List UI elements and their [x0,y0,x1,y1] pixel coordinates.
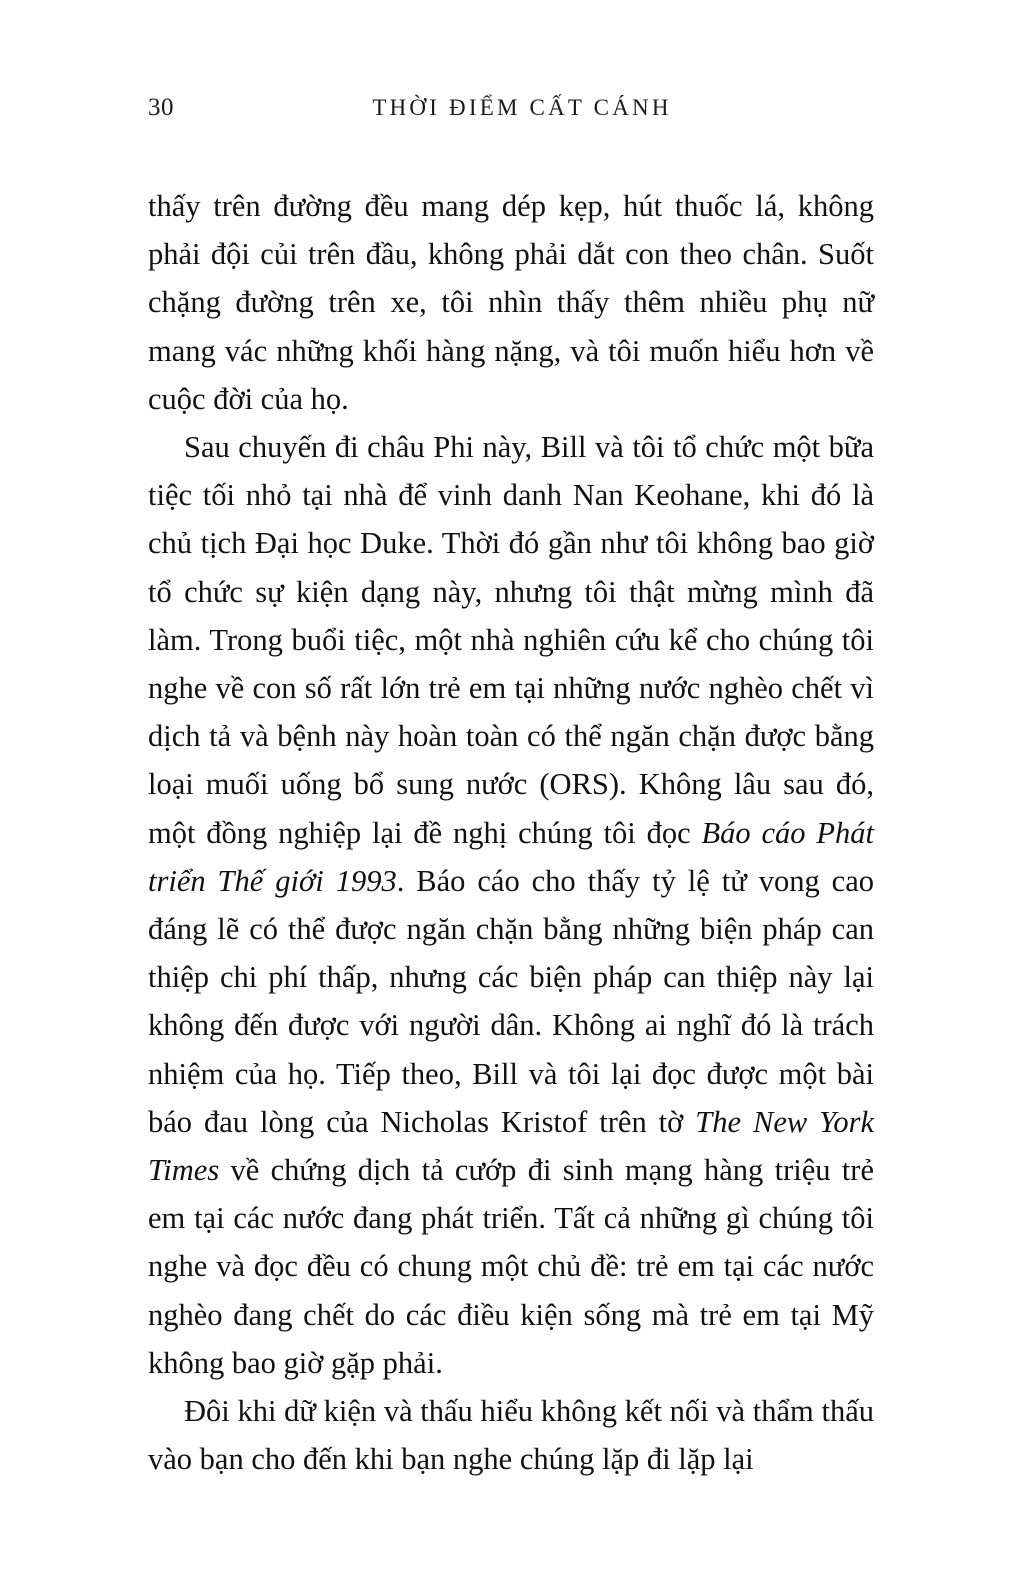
italic-title: The New York Times [148,1104,875,1188]
body-text [148,182,874,1483]
paragraph: Đôi khi dữ kiện và thấu hiểu không kết nối và thẩm thấu vào bạn cho đến khi bạn nghe chúng lặp đi lặp lại [148,1394,874,1477]
paragraph: thấy trên đường đều mang dép kẹp, hút thuốc lá, không phải đội củi trên đầu, không phải dắt con theo chân. Suốt chặng đường trên xe, tôi nhìn thấy thêm nhiều phụ nữ mang vác những khối hàng nặng, và tôi muốn hiểu hơn về cuộc đời của họ. [148,189,874,416]
page-number: 30 [148,94,174,121]
text-run: . Báo cáo cho thấy tỷ lệ tử vong cao đáng lẽ có thể được ngăn chặn bằng những biện pháp can thiệp chi phí thấp, nhưng các biện pháp can thiệp này lại không đến được với người dân. Không ai nghĩ đó là trách nhiệm của họ. Tiếp theo, Bill và tôi lại đọc được một bài báo đau lòng của Nicholas Kristof trên tờ [148,863,874,1139]
paragraph [148,423,874,1387]
page-header [148,94,876,126]
italic-title: Báo cáo Phát triển Thế giới 1993 [148,815,874,898]
text-run: Sau chuyến đi châu Phi này, Bill và tôi tổ chức một bữa tiệc tối nhỏ tại nhà để vinh danh Nan Keohane, khi đó là chủ tịch Đại học Duke. Thời đó gần như tôi không bao giờ tổ chức sự kiện dạng này, nhưng tôi thật mừng mình đã làm. Trong buổi tiệc, một nhà nghiên cứu kể cho chúng tôi nghe về con số rất lớn trẻ em tại những nước nghèo chết vì dịch tả và bệnh này hoàn toàn có thể ngăn chặn được bằng loại muối uống bổ sung nước (ORS). Không lâu sau đó, một đồng nghiệp lại đề nghị chúng tôi đọc [148,430,874,850]
text-run: về chứng dịch tả cướp đi sinh mạng hàng triệu trẻ em tại các nước đang phát triển. Tất cả những gì chúng tôi nghe và đọc đều có chung một chủ đề: trẻ em tại các nước nghèo đang chết do các điều kiện sống mà trẻ em tại Mỹ không bao giờ gặp phải. [148,1153,874,1380]
running-head: THỜI ĐIỂM CẤT CÁNH [372,95,672,120]
